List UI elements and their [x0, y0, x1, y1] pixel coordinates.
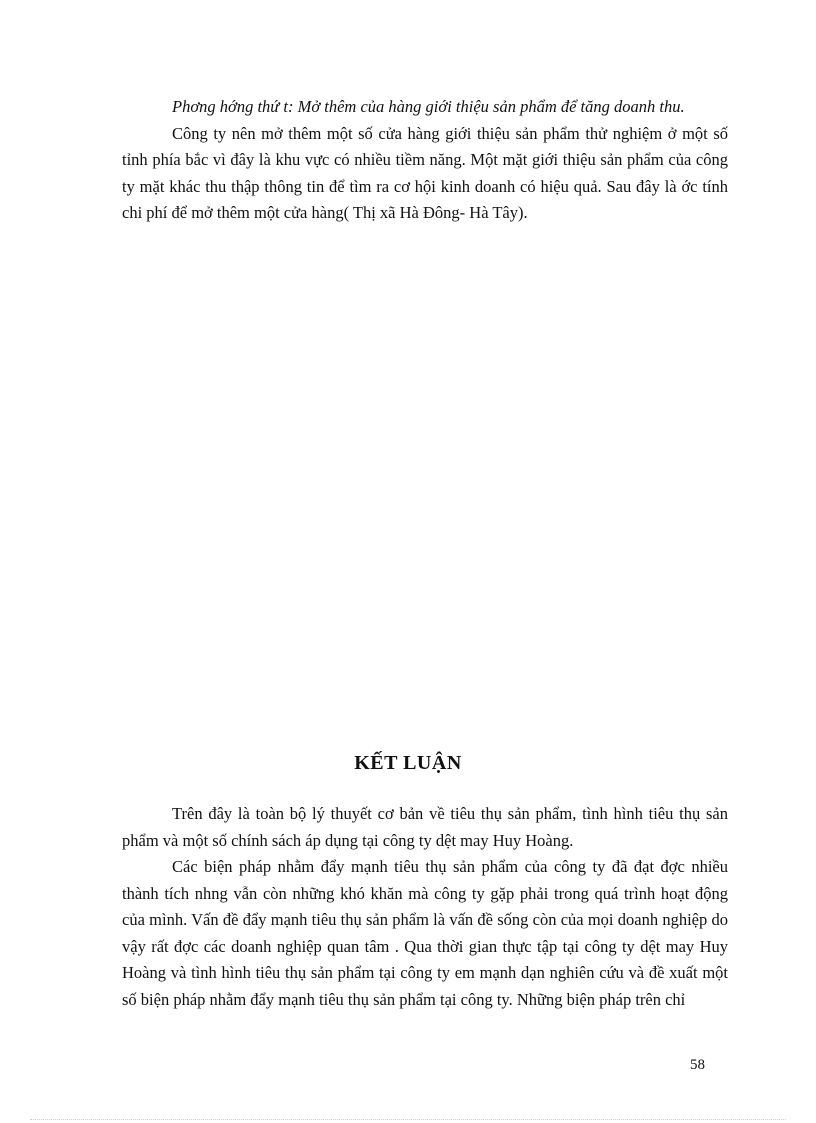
direction-heading: Phơng hớng thứ t: Mở thêm của hàng giới thiệu sản phẩm để tăng doanh thu. — [172, 97, 685, 116]
section-direction-four — [122, 94, 728, 227]
direction-paragraph: Công ty nên mở thêm một số cửa hàng giới thiệu sản phẩm thử nghiệm ở một số tỉnh phía bắc vì đây là khu vực có nhiều tiềm năng. Một mặt giới thiệu sản phẩm của công ty mặt khác thu thập thông tin để tìm ra cơ hội kinh doanh có hiệu quả. Sau đây là ớc tính chi phí để mở thêm một cửa hàng( Thị xã Hà Đông- Hà Tây). — [122, 123, 728, 222]
conclusion-section — [122, 801, 728, 1013]
page-bottom-divider — [30, 1119, 786, 1120]
conclusion-paragraph-2: Các biện pháp nhằm đẩy mạnh tiêu thụ sản phẩm của công ty đã đạt đợc nhiều thành tích nhng vẫn còn những khó khăn mà công ty gặp phải trong quá trình hoạt động của mình. Vấn đề đẩy mạnh tiêu thụ sản phẩm là vấn đề sống còn của mọi doanh nghiệp do vậy rất đợc các doanh nghiệp quan tâm . Qua thời gian thực tập tại công ty dệt may Huy Hoàng và tình hình tiêu thụ sản phẩm tại công ty em mạnh dạn nghiên cứu và đề xuất một số biện pháp nhằm đẩy mạnh tiêu thụ sản phẩm tại công ty. Những biện pháp trên chỉ — [122, 857, 728, 1009]
conclusion-title: KẾT LUẬN — [354, 752, 462, 774]
conclusion-paragraph-1: Trên đây là toàn bộ lý thuyết cơ bản về tiêu thụ sản phẩm, tình hình tiêu thụ sản phẩm và một số chính sách áp dụng tại công ty dệt may Huy Hoàng. — [122, 804, 728, 850]
page-number: 58 — [690, 1057, 705, 1073]
